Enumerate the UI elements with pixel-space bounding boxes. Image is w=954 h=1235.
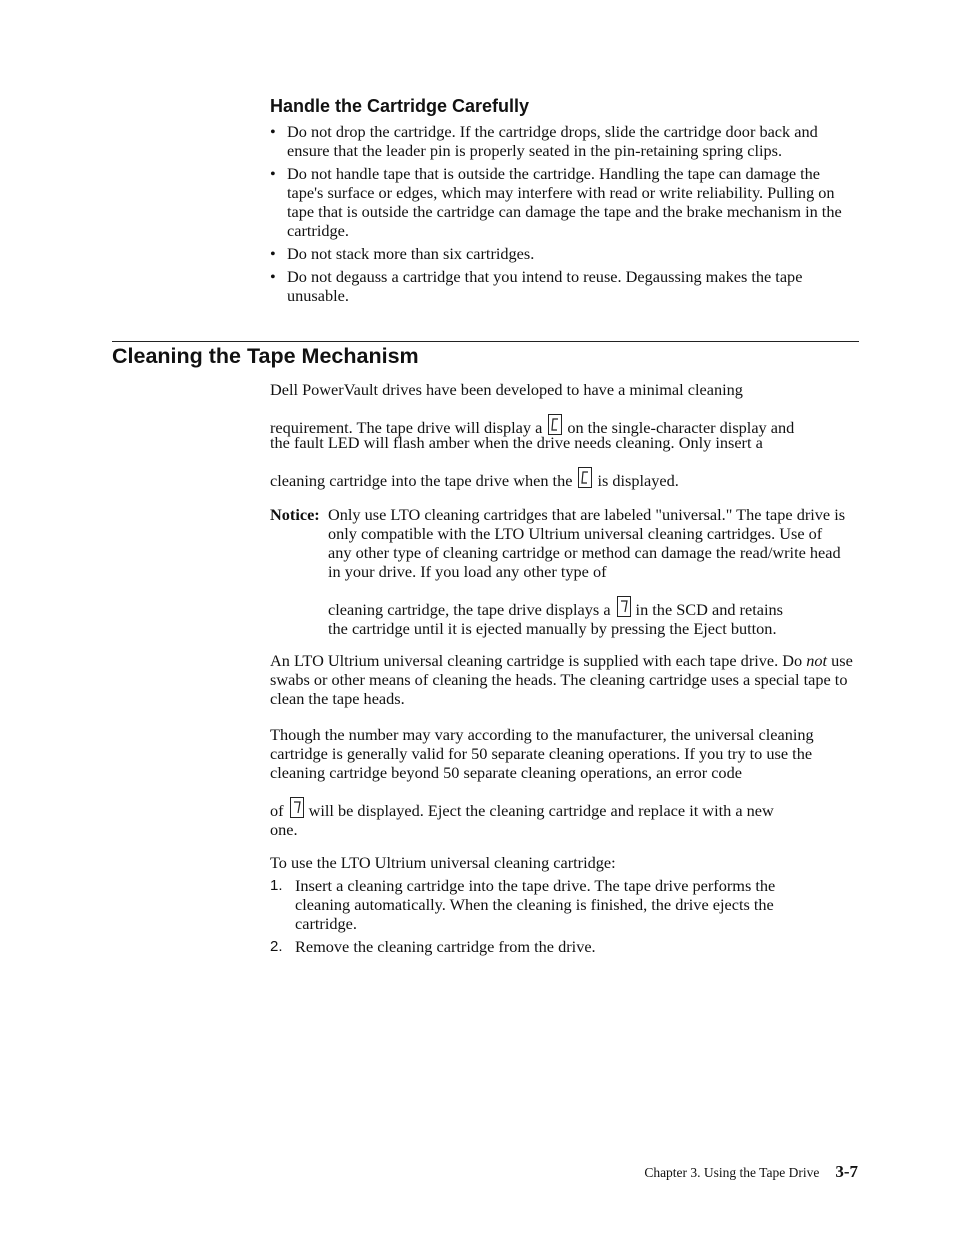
text-segment: Though the number may vary according to the manufacturer, the universal cleaning cartridge is generally valid for 50 separate cleaning operations. If you try to use the cleaning cartridge beyond 50 separate cleaning operations, an error code — [270, 725, 814, 782]
list-item — [270, 122, 858, 160]
list-item-text: Do not handle tape that is outside the cartridge. Handling the tape can damage the tape's surface or edges, which may interfere with read or write reliability. Pulling on tape that is outside the cartridge can damage the tape and the brake mechanism in the cartridge. — [287, 164, 842, 240]
emphasis-text: not — [806, 651, 828, 670]
notice-block — [270, 505, 858, 638]
notice-label: Notice: — [270, 505, 320, 524]
cleaning-intro-line4 — [270, 467, 679, 490]
text-segment: one. — [270, 820, 298, 839]
page-number: 3-7 — [835, 1162, 858, 1181]
cleaning-limit-paragraph — [270, 725, 858, 839]
text-segment: on the single-character display and — [567, 418, 795, 437]
list-item-text: Do not degauss a cartridge that you intend to reuse. Degaussing makes the tape unusable. — [287, 267, 803, 305]
bullet-icon: • — [270, 267, 276, 286]
cleaning-cartridge-paragraph — [270, 651, 858, 708]
list-item-text: Do not stack more than six cartridges. — [287, 244, 535, 263]
scd-error-code-icon — [617, 596, 631, 617]
step-text: Remove the cleaning cartridge from the drive. — [295, 937, 596, 956]
list-item — [270, 164, 858, 240]
error-code-line — [270, 797, 858, 820]
text-segment: is displayed. — [597, 471, 679, 490]
section-heading-cleaning: Cleaning the Tape Mechanism — [112, 344, 419, 368]
text-segment: cleaning cartridge into the tape drive when the — [270, 471, 573, 490]
section-heading-handle-cartridge: Handle the Cartridge Carefully — [270, 96, 530, 116]
scd-clean-code-icon — [578, 467, 592, 488]
cleaning-intro-line3: the fault LED will flash amber when the drive needs cleaning. Only insert a — [270, 433, 763, 452]
notice-scd-line — [328, 596, 858, 619]
bullet-icon: • — [270, 244, 276, 263]
text-segment: use swabs or other means of cleaning the heads. The cleaning cartridge uses a special tape to clean the tape heads. — [270, 651, 853, 708]
text-segment: will be displayed. Eject the cleaning cartridge and replace it with a new — [308, 801, 774, 820]
page-footer — [560, 1162, 858, 1182]
cleaning-intro-line1: Dell PowerVault drives have been developed to have a minimal cleaning — [270, 380, 743, 399]
scd-error-code-icon — [290, 797, 304, 818]
bullet-icon: • — [270, 122, 276, 141]
scd-clean-code-icon — [548, 414, 562, 435]
text-segment: of — [270, 801, 284, 820]
text-segment: cleaning cartridge, the tape drive displays a — [328, 600, 611, 619]
text-segment: in the SCD and retains — [635, 600, 783, 619]
step-text: Insert a cleaning cartridge into the tape drive. The tape drive performs the cleaning automatically. When the cleaning is finished, the drive ejects the cartridge. — [295, 876, 776, 933]
text-segment: An LTO Ultrium universal cleaning cartridge is supplied with each tape drive. Do — [270, 651, 803, 670]
list-item-text: Do not drop the cartridge. If the cartridge drops, slide the cartridge door back and ensure that the leader pin is properly seated in the pin-retaining spring clips. — [287, 122, 818, 160]
list-item — [270, 937, 830, 956]
notice-text: Only use LTO cleaning cartridges that are labeled "universal." The tape drive is only compatible with the LTO Ultrium universal cleaning cartridges. Use of any other type of cleaning cartridge or method can damage the read/write head in your drive. If you load any other type of — [328, 505, 846, 581]
list-item — [270, 267, 858, 305]
bullet-icon: • — [270, 164, 276, 183]
text-segment: requirement. The tape drive will display a — [270, 418, 543, 437]
footer-chapter: Chapter 3. Using the Tape Drive — [644, 1165, 820, 1180]
step-number: 2. — [270, 938, 283, 955]
procedure-intro: To use the LTO Ultrium universal cleaning cartridge: — [270, 853, 616, 872]
section-divider — [112, 341, 859, 342]
cleaning-steps-list — [270, 876, 830, 960]
handling-bullet-list — [270, 122, 858, 309]
notice-last-line: the cartridge until it is ejected manually by pressing the Eject button. — [328, 619, 777, 638]
step-number: 1. — [270, 877, 283, 894]
list-item — [270, 244, 858, 263]
list-item — [270, 876, 830, 933]
